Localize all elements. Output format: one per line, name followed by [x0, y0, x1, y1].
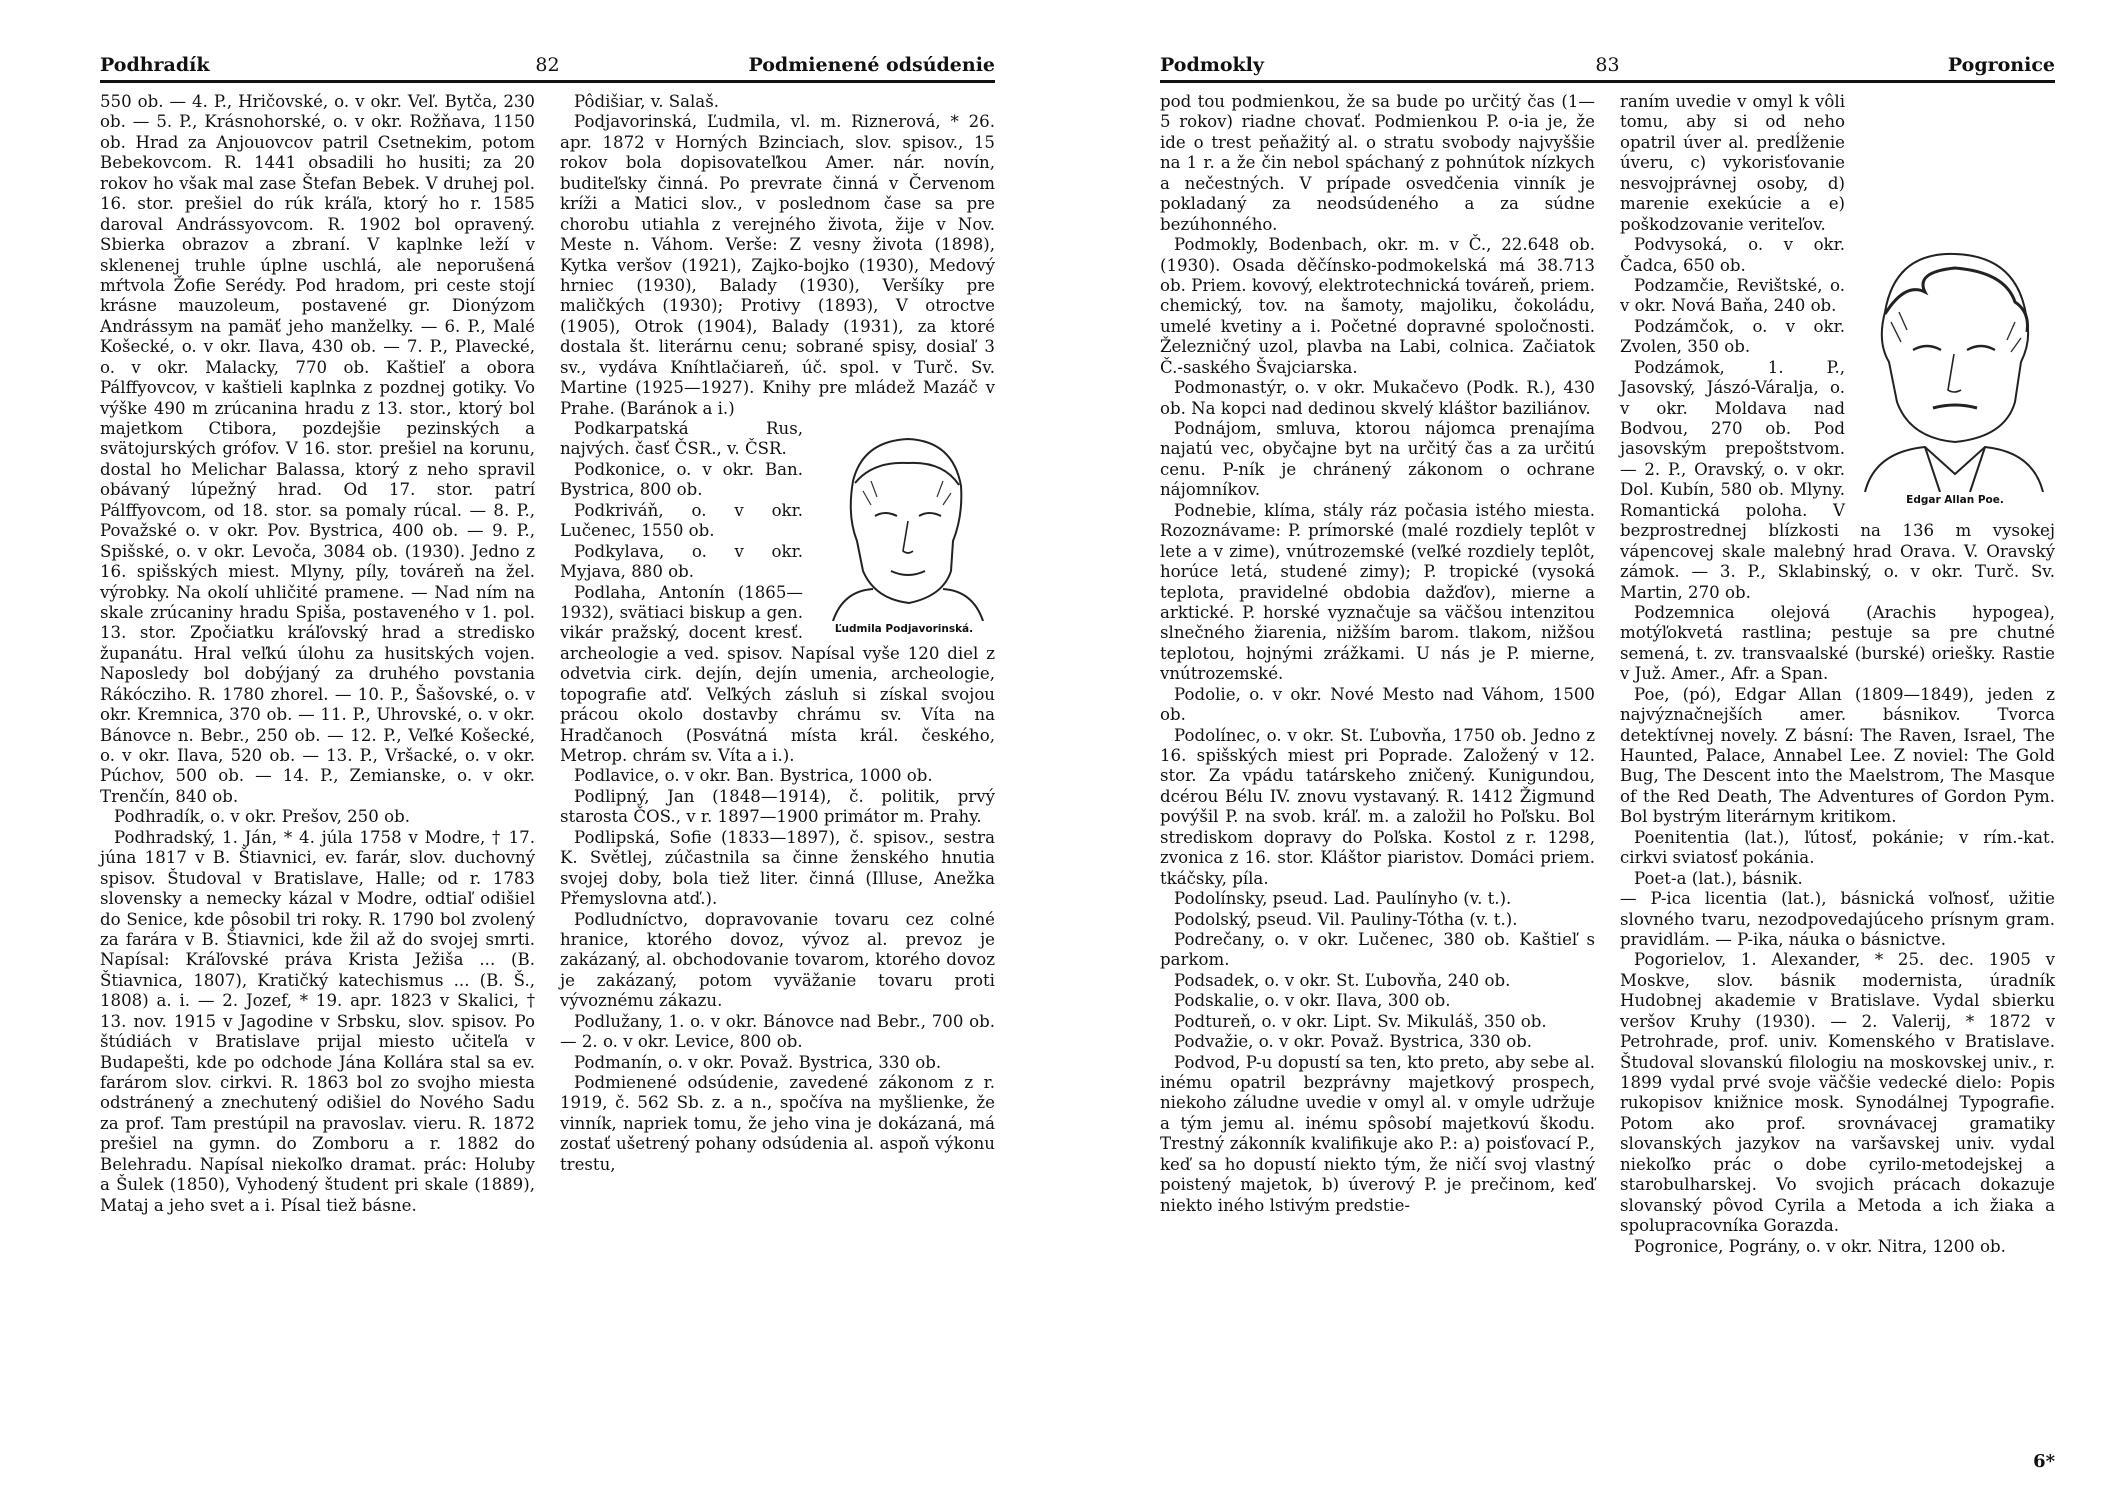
- dictionary-entry: Poe, (pó), Edgar Allan (1809—1849), jeden z najvýznačnejších amer. básnikov. Tvorca detektívnej novely. Z básní: The Raven, Israel, The Haunted, Palace, Annabel Lee. Z noviel: The Gold Bug, The Descent into the Maelstrom, The Masque of the Red Death, The Adventures of Gordon Pym. Bol bystrým literárnym kritikom.: [1620, 684, 2055, 827]
- dictionary-entry: Podnebie, klíma, stály ráz počasia istého miesta. Rozoznávame: P. prímorské (malé rozdiely teplôt v lete a v zime), vnútrozemské (veľké rozdiely teplôt, horúce letá, studené zimy); P. tropické (vysoká teplota, pravidelné obdobia dažďov), mierne a arktické. P. horské vyznačuje sa väčšou intenzitou slnečného žiarenia, nižším barom. tlakom, nižšou teplotou, hojnými zrážkami. U nás je P. mierne, vnútrozemské.: [1160, 500, 1595, 684]
- dictionary-entry: Podolský, pseud. Vil. Pauliny-Tótha (v. t.).: [1174, 909, 1518, 929]
- podjavorinska-portrait: [813, 421, 991, 621]
- dictionary-entry: Podhradský, 1. Ján, * 4. júla 1758 v Modre, † 17. júna 1817 v B. Štiavnici, ev. farár, slov. duchovný spisov. Študoval v Bratislave, Halle; od r. 1783 slovensky a nemecky kázal v Modre, odtiaľ odišiel do Senice, kde pôsobil tri roky. R. 1790 bol zvolený za farára v B. Štiavnici, kde žil až do svojej smrti. Napísal: Kráľovské práva Krista Ježiša ... (B. Štiavnica, 1807), Kratičký katechismus ... (B. Š., 1808) a. i. — 2. Jozef, * 19. apr. 1823 v Skalici, † 13. nov. 1915 v Jagodine v Srbsku, slov. spisov. Po štúdiách v Bratislave prijal miesto učiteľa v Budapešti, kde po odchode Jána Kollára stal sa ev. farárom slov. cirkvi. R. 1863 bol zo svojho miesta odstránený a znechutený odišiel do Nového Sadu za prof. Tam prestúpil na pravoslav. vieru. R. 1872 prešiel na gymn. do Zomboru a r. 1882 do Belehradu. Napísal niekoľko dramat. prác: Holuby a Šulek (1850), Vyhodený študent pri skale (1889), Mataj a jeho svet a i. Písal tiež básne.: [100, 827, 535, 1215]
- running-head-right: Pogronice: [1947, 54, 2055, 76]
- dictionary-entry: Podzámčok, o. v okr. Zvolen, 350 ob.: [1620, 316, 1845, 357]
- dictionary-entry: Podskalie, o. v okr. Ilava, 300 ob.: [1174, 991, 1451, 1011]
- dictionary-entry: raním uvedie v omyl k vôli tomu, aby si od neho opatril úver al. predĺženie úveru, c) vykorisťovanie nesvojprávnej osoby, d) marenie exekúcie a e) poškodzovanie veriteľov.: [1620, 92, 1845, 234]
- dictionary-entry: Podlipská, Sofie (1833—1897), č. spisov., sestra K. Světlej, zúčastnila sa činne ženského hnutia svojej doby, bola tiež liter. činná (Illuse, Anežka Přemyslovna atď.).: [560, 827, 995, 909]
- dictionary-entry: Podmokly, Bodenbach, okr. m. v Č., 22.648 ob. (1930). Osada děčínsko-podmokelská má 38.713 ob. Priem. kovový, elektrotechnická továreň, priem. chemický, tov. na šamoty, majoliku, čokoládu, umelé kvetiny a i. Početné dopravné spoločnosti. Železničný uzol, plavba na Labi, colnica. Začiatok Č.-saského Švajciarska.: [1160, 235, 1595, 377]
- dictionary-entry: Podludníctvo, dopravovanie tovaru cez colné hranice, ktorého dovoz, vývoz al. prevoz je zakázaný, al. obchodovanie tovarom, ktorého dovoz je zakázaný, potom vyväžanie tovaru proti vývoznému zákazu.: [560, 909, 995, 1011]
- poe-portrait: [1855, 242, 2051, 492]
- dictionary-entry: Podsadek, o. v okr. St. Ľubovňa, 240 ob.: [1174, 970, 1511, 990]
- dictionary-entry: Podolínec, o. v okr. St. Ľubovňa, 1750 ob. Jedno z 16. spišských miest pri Poprade. Založený v 12. stor. Za vpádu tatárskeho zničený. Kunigundou, dcérou Bélu IV. znovu vystavaný. R. 1412 Žigmund povýšil P. na svob. kráľ. m. a založil ho Poľsku. Bol strediskom dopravy do Poľska. Kostol z r. 1298, zvonica z 16. stor. Kláštor piaristov. Domáci priem. tkáčsky, píla.: [1160, 725, 1595, 888]
- running-head-left: Podhradík: [100, 54, 210, 76]
- right-page-column-1: [1160, 92, 1595, 1216]
- dictionary-entry: Podvod, P-u dopustí sa ten, kto preto, aby sebe al. inému opatril bezprávny majetkový prospech, niekoho záludne uvedie v omyl al. v omyle udržuje a tým jemu al. inému spôsobí majetkovú škodu. Trestný zákonník kvalifikuje ako P.: a) poisťovací P., keď sa ho dopustí niekto tým, že ničí svoj vlastný poistený majetok, b) úverový P. je prečinom, keď niekto iného lstivým predstie-: [1160, 1052, 1595, 1215]
- dictionary-entry: Podlavice, o. v okr. Ban. Bystrica, 1000 ob.: [574, 766, 933, 786]
- dictionary-entry: Podzemnica olejová (Arachis hypogea), motýľokvetá rastlina; pestuje sa pre chutné semená, t. zv. transvaalské (burské) oriešky. Rastie v Juž. Amer., Afr. a Span.: [1620, 602, 2055, 684]
- dictionary-entry: Podlužany, 1. o. v okr. Bánovce nad Bebr., 700 ob. — 2. o. v okr. Levice, 800 ob.: [560, 1011, 995, 1052]
- dictionary-entry: pod tou podmienkou, že sa bude po určitý čas (1—5 rokov) riadne chovať. Podmienkou P. o-ia je, že ide o trest peňažitý al. o stratu svobody najvyššie na 1 r. a že čin nebol spáchaný z pohnútok nízkych a nečestných. V prípade osvedčenia vinník je pokladaný za neodsúdeného a za súdne bezúhonného.: [1160, 92, 1595, 234]
- signature-mark: 6*: [2033, 1451, 2055, 1472]
- portrait-figure: [1855, 242, 2055, 507]
- right-page-header: [1160, 50, 2055, 83]
- portrait-figure: [813, 421, 995, 636]
- dictionary-entry: Podlipný, Jan (1848—1914), č. politik, prvý starosta ČOS., v r. 1897—1900 primátor m. Prahy.: [560, 786, 995, 827]
- left-page-header: [100, 50, 995, 83]
- running-head-right: Podmienené odsúdenie: [748, 54, 995, 76]
- dictionary-entry: Podvysoká, o. v okr. Čadca, 650 ob.: [1620, 235, 1845, 275]
- left-page: [100, 50, 995, 1480]
- dictionary-entry: Podhradík, o. v okr. Prešov, 250 ob.: [114, 807, 410, 827]
- dictionary-entry: Poenitentia (lat.), ľútosť, pokánie; v rím.-kat. cirkvi sviatosť pokánia.: [1620, 827, 2055, 868]
- dictionary-entry: Podjavorinská, Ľudmila, vl. m. Riznerová, * 26. apr. 1872 v Horných Bzinciach, slov. spisov., 15 rokov bola dopisovateľkou Amer. nár. novín, buditeľsky činná. Po prevrate činná v Červenom kríži a Matici slov., v poslednom čase sa pre chorobu utiahla z verejného života, žije v Nov. Meste n. Váhom. Verše: Z vesny života (1898), Kytka veršov (1921), Zajko-bojko (1930), Medový hrniec (1930), Balady (1930), Veršíky pre maličkých (1930); Protivy (1893), V otroctve (1905), Otrok (1904), Balady (1931), za ktoré dostala št. literárnu cenu; sobrané spisy, dosiaľ 3 sv., vydáva Kníhtlačiareň, úč. spol. v Turč. Sv. Martine (1925—1927). Knihy pre mládež Mazáč v Prahe. (Baránok a i.): [560, 112, 995, 418]
- dictionary-entry: Podrečany, o. v okr. Lučenec, 380 ob. Kaštieľ s parkom.: [1160, 929, 1595, 970]
- left-page-column-1: [100, 92, 535, 1216]
- dictionary-entry: Pogronice, Pográny, o. v okr. Nitra, 1200 ob.: [1634, 1236, 2006, 1256]
- dictionary-entry: Podvažie, o. v okr. Považ. Bystrica, 330 ob.: [1174, 1032, 1532, 1052]
- page-number: 82: [535, 54, 560, 76]
- dictionary-entry: Podolínsky, pseud. Lad. Paulínyho (v. t.).: [1174, 889, 1512, 909]
- right-page: [1160, 50, 2055, 1480]
- dictionary-entry: Podkriváň, o. v okr. Lučenec, 1550 ob.: [560, 500, 803, 541]
- portrait-caption: Edgar Allan Poe.: [1906, 494, 2004, 506]
- right-page-column-2: [1620, 92, 2055, 1257]
- dictionary-entry: Podkarpatská Rus, najvých. časť ČSR., v. ČSR.: [560, 419, 803, 459]
- left-page-column-2: [560, 92, 995, 1175]
- dictionary-entry: Podtureň, o. v okr. Lipt. Sv. Mikuláš, 350 ob.: [1174, 1011, 1547, 1031]
- dictionary-entry: Podzamčie, Revištské, o. v okr. Nová Baňa, 240 ob.: [1620, 275, 1845, 316]
- dictionary-entry: 550 ob. — 4. P., Hričovské, o. v okr. Veľ. Bytča, 230 ob. — 5. P., Krásnohorské, o. v okr. Rožňava, 1150 ob. Hrad za Anjouovcov patril Csetnekim, potom Bebekovcom. R. 1441 obsadili ho husiti; za 20 rokov ho však mal zase Štefan Bebek. V druhej pol. 16. stor. prešiel do rúk kráľa, ktorý ho r. 1585 daroval Andrássyovcom. R. 1902 bol opravený. Sbierka obrazov a zbraní. V kaplnke leží v sklenenej truhle úplne uschlá, ale neporušená mŕtvola Žofie Serédy. Pod hradom, pri ceste stojí krásne mauzoleum, postavené gr. Dionýzom Andrássym na pamäť jeho manželky. — 6. P., Malé Košecké, o. v okr. Ilava, 430 ob. — 7. P., Plavecké, o. v okr. Malacky, 770 ob. Kaštieľ a obora Pálffyovcov, v kaštieli kaplnka z pozdnej gotiky. Vo výške 490 m zrúcanina hradu z 13. stor., ktorý bol majetkom Ctibora, pozdejšie pezinských a svätojurských grófov. V 16. stor. prešiel na korunu, dostal ho Melichar Balassa, ktorý z neho spravil obávaný lúpežný hrad. Od 17. stor. patrí Pálffyovcom, od 18. stor. sa pomaly rúcal. — 8. P., Považské o. v okr. Pov. Bystrica, 400 ob. — 9. P., Spišské, o. v okr. Levoča, 3084 ob. (1930). Jedno z 16. spišských miest. Mlyny, píly, továreň na žel. výrobky. Na okolí uhličité pramene. — Nad ním na skale zrúcaniny hradu Spiša, postaveného v 1. pol. 13. stor. Zpočiatku kráľovský hrad a stredisko županátu. Hral veľkú úlohu za husitských vojen. Naposledy bol dobýjaný za druhého povstania Rákócziho. R. 1780 zhorel. — 10. P., Šašovské, o. v okr. Kremnica, 370 ob. — 11. P., Uhrovské, o. v okr. Bánovce n. Bebr., 250 ob. — 12. P., Veľké Košecké, o. v okr. Ilava, 520 ob. — 13. P., Vršacké, o. v okr. Púchov, 500 ob. — 14. P., Zemianske, o. v okr. Trenčín, 840 ob.: [100, 92, 535, 806]
- dictionary-entry: Podkylava, o. v okr. Myjava, 880 ob.: [560, 541, 803, 582]
- dictionary-entry: Podolie, o. v okr. Nové Mesto nad Váhom, 1500 ob.: [1160, 684, 1595, 725]
- dictionary-entry: — P-ica licentia (lat.), básnická voľnosť, užitie slovného tvaru, nezodpovedajúceho prísnym gram. pravidlám. — P-ika, náuka o básnictve.: [1620, 889, 2055, 949]
- dictionary-entry: Podmienené odsúdenie, zavedené zákonom z r. 1919, č. 562 Sb. z. a n., spočíva na myšlienke, že vinník, napriek tomu, že jeho vina je dokázaná, má zostať ušetrený pohany odsúdenia al. aspoň výkonu trestu,: [560, 1073, 995, 1174]
- dictionary-entry: Pôdišiar, v. Salaš.: [574, 92, 719, 111]
- running-head-left: Podmokly: [1160, 54, 1264, 76]
- dictionary-entry: Podmonastýr, o. v okr. Mukačevo (Podk. R.), 430 ob. Na kopci nad dedinou skvelý kláštor baziliánov.: [1160, 378, 1595, 418]
- dictionary-entry: Podzámok, 1. P., Jasovský, Jászó-Váralja, o. v okr. Moldava nad Bodvou, 270 ob. Pod jasovským prepoštstvom. — 2. P., Oravský, o. v okr. Dol. Kubín, 580 ob. Mlyny. Romantická poloha. V bezprostrednej blízkosti na 136 m vysokej vápencovej skale malebný hrad Orava. V. Oravský zámok. — 3. P., Sklabinský, o. v okr. Turč. Sv. Martin, 270 ob.: [1620, 357, 2055, 602]
- dictionary-entry: Podmanín, o. v okr. Považ. Bystrica, 330 ob.: [574, 1052, 942, 1072]
- dictionary-entry: Pogorielov, 1. Alexander, * 25. dec. 1905 v Moskve, slov. básnik modernista, úradník Hudobnej akademie v Bratislave. Vydal sbierku veršov Kruhy (1930). — 2. Valerij, * 1872 v Petrohrade, prof. univ. Komenského v Bratislave. Študoval slovanskú filologiu na moskovskej univ., r. 1899 vydal prvé svoje väčšie vedecké dielo: Popis rukopisov knižnice mosk. Synodálnej Typografie. Potom ako prof. srovnávacej gramatiky slovanských jazykov na varšavskej univ. vydal niekoľko prác o dobe cyrilo-metodejskej a starobulharskej. Vo svojich prácach dokazuje slovanský pôvod Cyrila a Metoda a ich žiaka a spolupracovníka Gorazda.: [1620, 950, 2055, 1236]
- page-number: 83: [1595, 54, 1620, 76]
- portrait-caption: Ľudmila Podjavorinská.: [834, 623, 974, 635]
- dictionary-entry: Poet-a (lat.), básnik.: [1634, 868, 1803, 888]
- dictionary-entry: Podlaha, Antonín (1865—1932), svätiaci biskup a gen. vikár pražský, docent kresť. archeologie a ved. spisov. Napísal vyše 120 diel z odvetvia cirk. dejín, dejín umenia, archeologie, topografie atď. Veľkých zásluh si získal svojou prácou okolo dostavby chrámu sv. Víta na Hradčanoch (Posvátná místa král. českého, Metrop. chrám sv. Víta a i.).: [560, 582, 995, 765]
- dictionary-entry: Podkonice, o. v okr. Ban. Bystrica, 800 ob.: [560, 459, 803, 500]
- dictionary-entry: Podnájom, smluva, ktorou nájomca prenajíma najatú vec, obyčajne byt na určitý čas a za určitú cenu. P-ník je chránený zákonom o ochrane nájomníkov.: [1160, 419, 1595, 500]
